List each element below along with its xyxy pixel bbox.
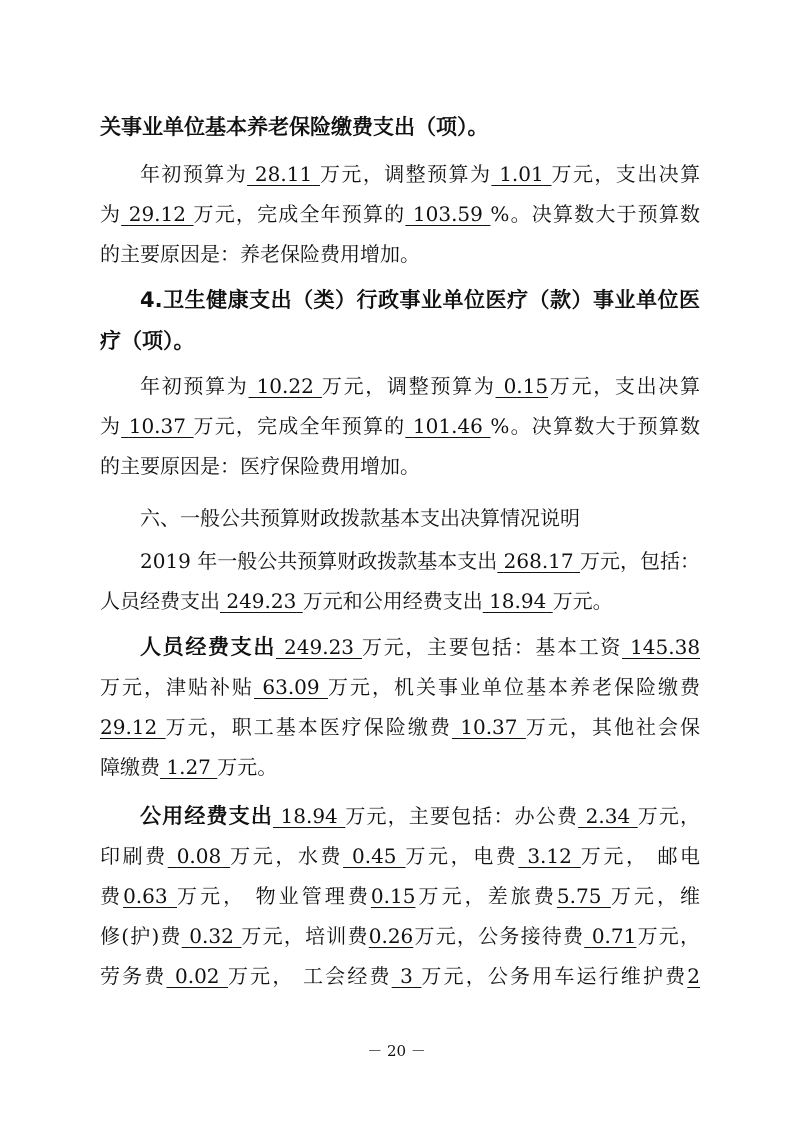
labor-value: 0.02 (174, 964, 220, 988)
travel-value: 5.75 (556, 884, 602, 908)
text: 万元，职工基本医疗保险缴费 (165, 715, 452, 739)
text: 万元，主要包括：基本工资 (362, 635, 623, 659)
basic-salary-value: 145.38 (630, 635, 700, 659)
property-value: 0.15 (370, 884, 416, 908)
completion-rate-value: 101.46 (412, 414, 483, 438)
text: 万元， (637, 804, 700, 828)
text: %。决算数大于预算数 (490, 202, 700, 226)
text: 万元。 (552, 589, 613, 613)
text: 为 (100, 202, 122, 226)
postal-value: 0.63 (123, 884, 168, 908)
completion-rate-value: 103.59 (412, 202, 483, 226)
paragraph-line (140, 366, 700, 406)
heading-text: 关事业单位基本养老保险缴费支出（项）。 (100, 115, 489, 139)
final-account-value: 29.12 (128, 202, 186, 226)
text: 万元，维 (610, 884, 700, 908)
text: 万元，津贴补贴 (100, 675, 255, 699)
text: 年初预算为 (140, 374, 249, 398)
personnel-total-value: 249.23 (284, 635, 355, 659)
personnel-value: 249.23 (226, 589, 297, 613)
text: 障缴费 (100, 755, 160, 779)
text: 万元，完成全年预算的 (193, 414, 406, 438)
text: 万元，公务用车运行维护费 (421, 964, 688, 988)
heading-text: 4.卫生健康支出（类）行政事业单位医疗（款）事业单位医 (140, 288, 700, 312)
other-social-value: 1.27 (166, 755, 211, 779)
text: 2019 年一般公共预算财政拨款基本支出 (140, 549, 498, 573)
paragraph-line (100, 446, 700, 486)
electricity-value: 3.12 (527, 844, 572, 868)
allowance-value: 63.09 (262, 675, 320, 699)
text: 万元，包括： (579, 549, 700, 573)
reception-value: 0.71 (591, 924, 637, 948)
paragraph-line (140, 796, 700, 836)
heading-text: 疗（项）。 (100, 329, 195, 353)
printing-value: 0.08 (176, 844, 222, 868)
paragraph-line (100, 234, 700, 274)
paragraph-line (140, 541, 700, 581)
paragraph-line (140, 627, 700, 667)
training-value: 0.26 (368, 924, 414, 948)
adjusted-budget-value: 0.15 (503, 374, 549, 398)
paragraph-line (100, 747, 700, 787)
text: 劳务费 (100, 964, 167, 988)
final-account-value: 10.37 (128, 414, 186, 438)
text: 万元， 邮电 (580, 844, 700, 868)
heading-text: 六、一般公共预算财政拨款基本支出决算情况说明 (140, 506, 580, 530)
text: 的主要原因是：医疗保险费用增加。 (100, 454, 420, 478)
initial-budget-value: 28.11 (254, 162, 313, 186)
text: %。决算数大于预算数 (490, 414, 700, 438)
union-value: 3 (400, 964, 413, 988)
page-number (0, 1036, 793, 1066)
page-number-text: － 20 － (367, 1042, 426, 1060)
text: 万元，机关事业单位基本养老保险缴费 (328, 675, 700, 699)
text: 万元，完成全年预算的 (193, 202, 406, 226)
text: 万元，支出决算 (551, 162, 700, 186)
office-value: 2.34 (585, 804, 631, 828)
text: 万元，支出决算 (548, 374, 700, 398)
maintenance-value: 0.32 (189, 924, 234, 948)
paragraph-line (100, 956, 700, 996)
text: 为 (100, 414, 122, 438)
section-heading-continuation (100, 107, 700, 147)
text: 万元，培训费 (241, 924, 369, 948)
text: 年初预算为 (140, 162, 248, 186)
text: 万元，其他社会保 (525, 715, 700, 739)
paragraph-line (100, 707, 700, 747)
text: 万元，主要包括：办公费 (345, 804, 579, 828)
text: 万元，水费 (230, 844, 344, 868)
public-value: 18.94 (489, 589, 547, 613)
item-heading (100, 321, 700, 361)
paragraph-line (100, 916, 700, 956)
paragraph-line (100, 581, 700, 621)
paragraph-line (100, 406, 700, 446)
text: 人员经费支出 (100, 589, 220, 613)
paragraph-line (100, 667, 700, 707)
paragraph-line (140, 154, 700, 194)
section-heading (140, 498, 700, 538)
paragraph-line (100, 836, 700, 876)
public-total-value: 18.94 (280, 804, 338, 828)
text: 万元， 工会经费 (228, 964, 392, 988)
text: 万元，电费 (405, 844, 519, 868)
basic-expenditure-value: 268.17 (503, 549, 574, 573)
text: 万元， 物业管理费 (177, 884, 371, 908)
pension-value: 29.12 (100, 715, 158, 739)
text: 万元，公务接待费 (413, 924, 585, 948)
item-heading (140, 280, 700, 320)
paragraph-line (100, 194, 700, 234)
text: 万元，调整预算为 (319, 162, 492, 186)
adjusted-budget-value: 1.01 (499, 162, 544, 186)
water-value: 0.45 (352, 844, 397, 868)
public-label: 公用经费支出 (140, 804, 273, 828)
text: 印刷费 (100, 844, 168, 868)
personnel-label: 人员经费支出 (140, 635, 276, 659)
text: 万元。 (217, 755, 278, 779)
text: 万元，差旅费 (415, 884, 557, 908)
vehicle-value: 2 (687, 964, 700, 988)
medical-value: 10.37 (460, 715, 518, 739)
text: 万元和公用经费支出 (302, 589, 483, 613)
text: 修(护)费 (100, 924, 182, 948)
paragraph-line (100, 876, 700, 916)
text: 费 (100, 884, 124, 908)
text: 万元，调整预算为 (321, 374, 496, 398)
text: 的主要原因是：养老保险费用增加。 (100, 242, 420, 266)
initial-budget-value: 10.22 (256, 374, 314, 398)
text: 万元， (636, 924, 700, 948)
